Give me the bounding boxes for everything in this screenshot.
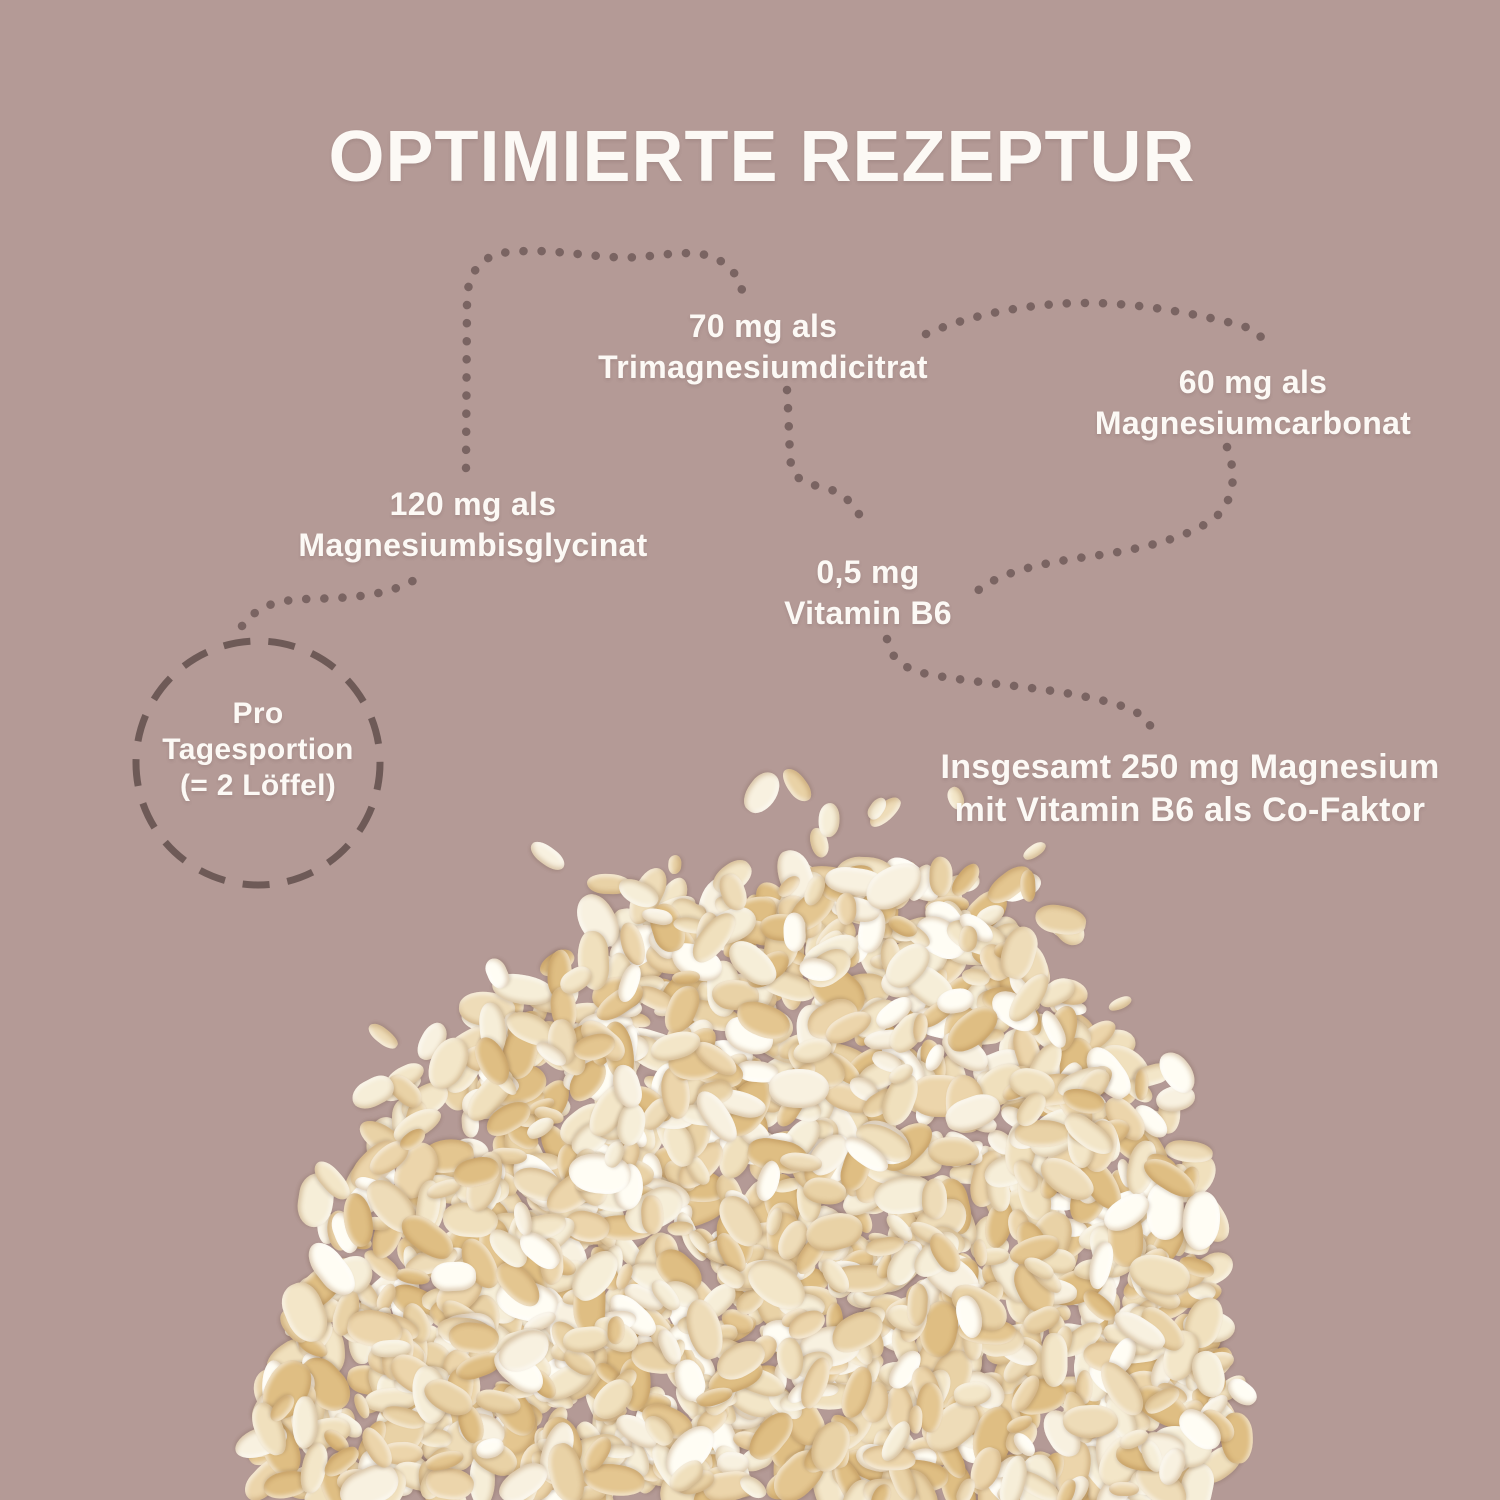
- callout-amount: 70 mg als: [688, 308, 838, 344]
- serving-portion-label: [162, 696, 353, 804]
- dotted-connector-circle-to-bisglycinat: [242, 573, 425, 626]
- callout-magnesiumbisglycinat: [298, 484, 647, 566]
- callout-substance: Magnesiumcarbonat: [1094, 405, 1412, 441]
- callout-trimagnesiumdicitrat: [598, 306, 928, 388]
- dotted-connector-trimagnesium-to-vitaminb6: [787, 390, 862, 520]
- callout-total-line1: Insgesamt 250 mg Magnesium: [940, 748, 1440, 786]
- dotted-connector-carbonat-to-vitaminb6: [976, 447, 1233, 592]
- callout-vitamin-b6: [784, 552, 952, 634]
- callout-amount: 60 mg als: [1178, 364, 1328, 400]
- callout-amount: 0,5 mg: [816, 554, 920, 590]
- callout-magnesiumcarbonat: [1095, 362, 1411, 444]
- callout-amount: 120 mg als: [389, 486, 557, 522]
- dotted-connector-trimagnesium-to-carbonat: [926, 303, 1263, 341]
- callout-total-line2: mit Vitamin B6 als Co-Faktor: [954, 791, 1426, 829]
- callout-total-magnesium: [940, 746, 1439, 832]
- serving-line2: Tagesportion: [162, 733, 354, 766]
- page-title: OPTIMIERTE REZEPTUR: [328, 117, 1196, 197]
- callout-substance: Trimagnesiumdicitrat: [598, 349, 928, 385]
- callout-substance: Vitamin B6: [784, 595, 952, 631]
- dotted-connector-vitaminb6-to-total: [887, 639, 1151, 728]
- callout-substance: Magnesiumbisglycinat: [298, 527, 648, 563]
- serving-line1: Pro: [232, 697, 284, 730]
- serving-line3: (= 2 Löffel): [179, 769, 337, 802]
